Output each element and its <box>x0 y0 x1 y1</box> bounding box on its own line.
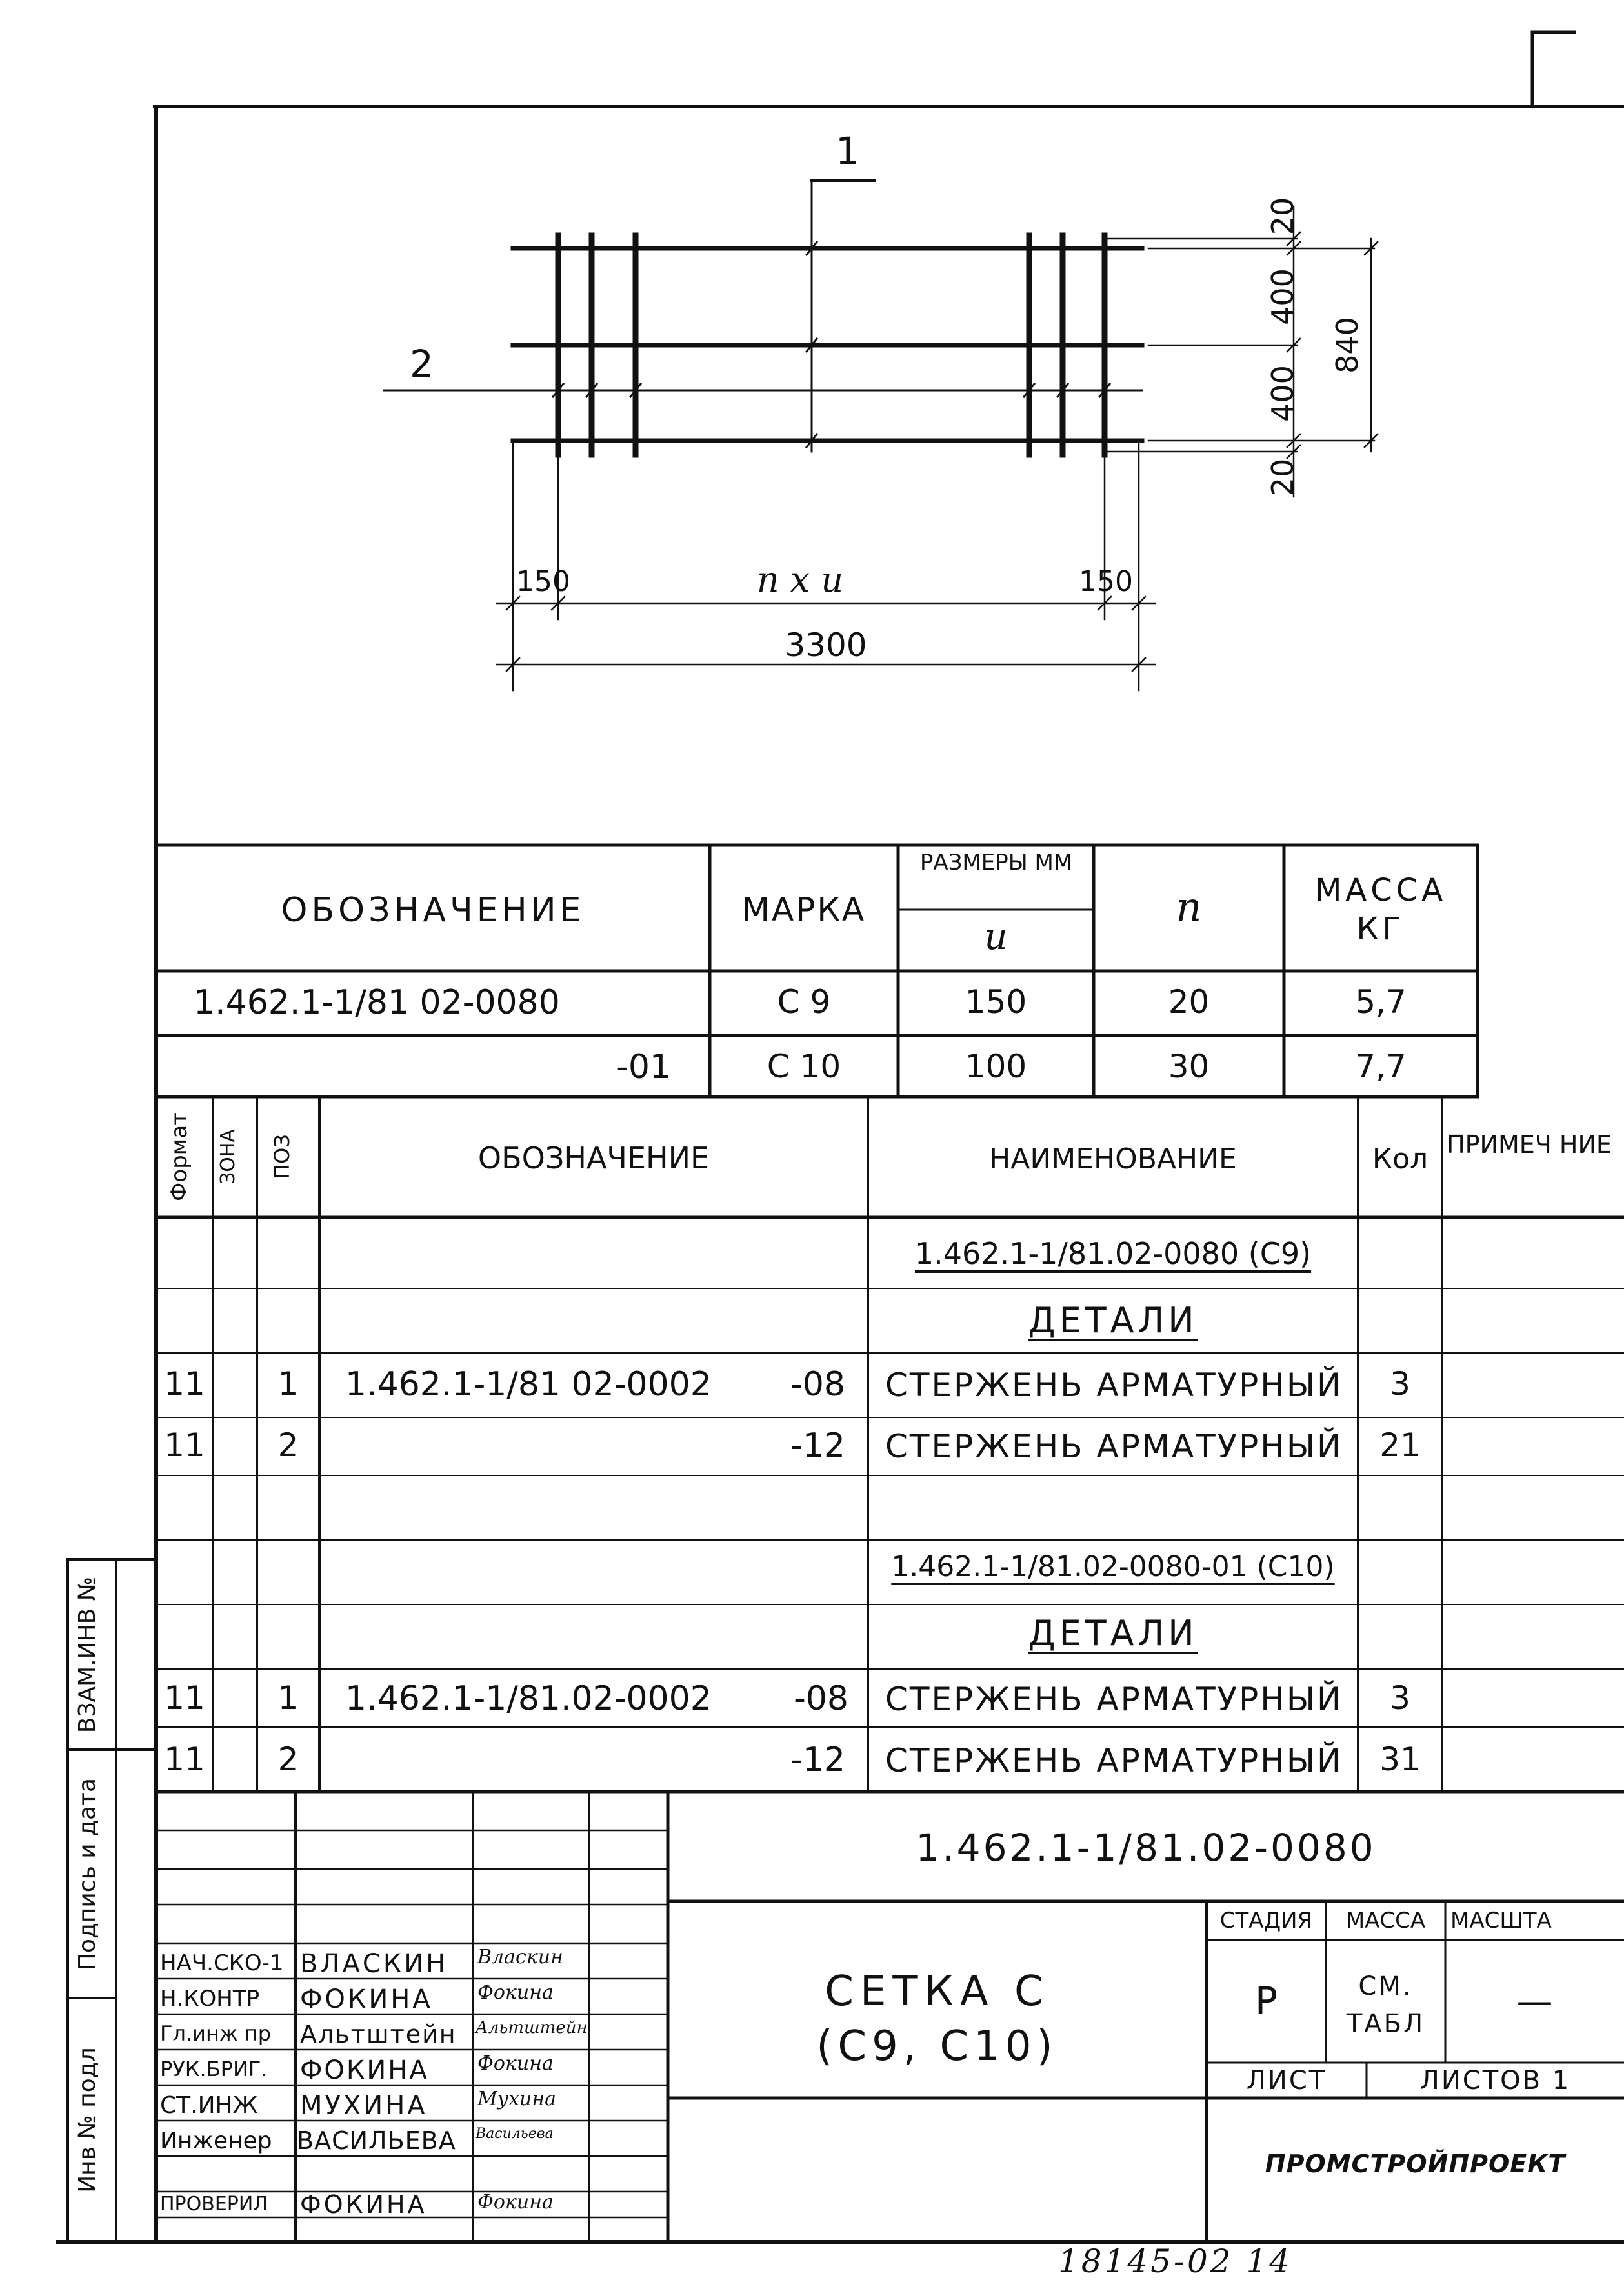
variants-row2-n: 30 <box>1168 1048 1210 1085</box>
variants-row2-u: 100 <box>965 1048 1027 1085</box>
staff-role: ПРОВЕРИЛ <box>160 2193 268 2215</box>
spec-row4-qty: 21 <box>1379 1426 1421 1464</box>
variants-row2-mark: С 10 <box>767 1048 841 1085</box>
spec-row9-qty: 31 <box>1379 1741 1421 1778</box>
variants-row1-n: 20 <box>1168 983 1210 1021</box>
spec-row4-format: 11 <box>164 1426 205 1464</box>
spec-row3-designation: 1.462.1-1/81 02-0002 <box>345 1365 712 1404</box>
spec-row2-name: ДЕТАЛИ <box>1028 1300 1198 1341</box>
bottom-sheet-number: 18145-02 14 <box>1058 2243 1293 2280</box>
staff-signature: Мухина <box>477 2088 557 2110</box>
staff-name: Альтштейн <box>300 2020 457 2048</box>
spec-row8-name: СТЕРЖЕНЬ АРМАТУРНЫЙ <box>885 1681 1343 1718</box>
variants-row1-u: 150 <box>965 983 1027 1021</box>
spec-row8-format: 11 <box>164 1679 205 1717</box>
spec-row4-suffix: -12 <box>790 1426 845 1465</box>
spec-row7-name: ДЕТАЛИ <box>1028 1613 1198 1654</box>
variants-header-mass: МАССА КГ <box>1314 872 1447 947</box>
variants-header-sizes: РАЗМЕРЫ ММ <box>919 850 1073 875</box>
variants-header-mark: МАРКА <box>741 891 867 928</box>
spec-row8-qty: 3 <box>1390 1679 1410 1717</box>
spec-row8-pos: 1 <box>277 1679 299 1717</box>
dim-bottom-mid: n x u <box>756 559 844 600</box>
spec-row3-pos: 1 <box>277 1365 299 1403</box>
stage-value: Р <box>1255 1979 1278 2023</box>
staff-signature: Власкин <box>477 1946 563 1968</box>
spec-header-format: Формат <box>166 1112 192 1201</box>
spec-header-pos: ПОЗ <box>270 1134 294 1179</box>
staff-name: ВЛАСКИН <box>300 1949 448 1979</box>
stage-label: СТАДИЯ <box>1219 1908 1313 1934</box>
mesh-drawing <box>384 181 1378 690</box>
leader-label-1: 1 <box>836 129 859 173</box>
leader-label-2: 2 <box>410 342 434 386</box>
variants-header-n: n <box>1176 883 1202 930</box>
spec-row9-name: СТЕРЖЕНЬ АРМАТУРНЫЙ <box>885 1742 1343 1779</box>
dim-bottom-left: 150 <box>516 565 570 598</box>
staff-role: СТ.ИНЖ <box>160 2092 258 2119</box>
organization-name: ПРОМСТРОЙПРОЕКТ <box>1265 2150 1566 2178</box>
spec-row6-name: 1.462.1-1/81.02-0080-01 (С10) <box>891 1550 1335 1583</box>
staff-role: НАЧ.СКО-1 <box>160 1950 284 1976</box>
staff-signature: Фокина <box>477 1981 554 2004</box>
spec-header-name: НАИМЕНОВАНИЕ <box>989 1143 1237 1175</box>
staff-name: ВАСИЛЬЕВА <box>297 2126 456 2155</box>
spec-header-designation: ОБОЗНАЧЕНИЕ <box>477 1141 710 1175</box>
staff-role: Гл.инж пр <box>160 2021 272 2046</box>
staff-name: ФОКИНА <box>300 2055 429 2085</box>
spec-row9-suffix: -12 <box>790 1741 845 1779</box>
spec-header-zone: ЗОНА <box>217 1129 239 1185</box>
spec-row3-name: СТЕРЖЕНЬ АРМАТУРНЫЙ <box>885 1366 1343 1404</box>
staff-signature: Фокина <box>477 2191 554 2214</box>
variants-row1-mass: 5,7 <box>1355 983 1407 1021</box>
staff-name: МУХИНА <box>300 2091 428 2121</box>
staff-signature: Васильева <box>476 2126 554 2142</box>
variants-header-u: u <box>984 916 1008 958</box>
scale-label: МАСШТА <box>1450 1908 1552 1934</box>
doc-code: 1.462.1-1/81.02-0080 <box>916 1826 1376 1870</box>
dim-total-height: 840 <box>1330 317 1365 374</box>
staff-name: ФОКИНА <box>300 2190 427 2219</box>
dim-right-400-lower: 400 <box>1265 365 1300 422</box>
variants-row1-mark: С 9 <box>777 983 831 1021</box>
title-line2: (С9, С10) <box>816 2023 1058 2070</box>
spec-row9-format: 11 <box>164 1741 205 1778</box>
spec-row3-suffix: -08 <box>790 1365 845 1404</box>
sheets-label: ЛИСТОВ 1 <box>1419 2066 1571 2095</box>
variants-row1-designation: 1.462.1-1/81 02-0080 <box>194 983 560 1022</box>
staff-role: Инженер <box>160 2128 272 2154</box>
side-stamp-inv-orig: Инв № подл <box>74 2047 101 2193</box>
spec-row8-suffix: -08 <box>794 1679 848 1718</box>
spec-row9-pos: 2 <box>277 1741 299 1778</box>
title-line1: СЕТКА С <box>825 1968 1050 2015</box>
dim-right-400-upper: 400 <box>1265 268 1300 325</box>
side-stamp-replace-inv: ВЗАМ.ИНВ № <box>74 1576 101 1734</box>
dim-right-20-bottom: 20 <box>1265 458 1300 497</box>
mass-value: СМ. ТАБЛ <box>1346 1972 1425 2039</box>
variants-header-designation: ОБОЗНАЧЕНИЕ <box>281 891 585 930</box>
staff-role: РУК.БРИГ. <box>160 2057 268 2081</box>
side-stamp-sign-date: Подпись и дата <box>74 1777 101 1971</box>
spec-row4-name: СТЕРЖЕНЬ АРМАТУРНЫЙ <box>885 1428 1343 1465</box>
spec-row1-name: 1.462.1-1/81.02-0080 (С9) <box>914 1236 1312 1271</box>
spec-row3-qty: 3 <box>1390 1365 1410 1403</box>
dim-right-20-top: 20 <box>1265 197 1300 235</box>
staff-name: ФОКИНА <box>300 1985 433 2014</box>
spec-header-note: ПРИМЕЧ НИЕ <box>1447 1130 1612 1159</box>
spec-row3-format: 11 <box>164 1365 205 1403</box>
variants-row2-mass: 7,7 <box>1355 1048 1407 1085</box>
spec-header-qty: Кол <box>1372 1143 1429 1175</box>
scale-value: — <box>1516 1981 1553 2023</box>
staff-role: Н.КОНТР <box>160 1986 260 2012</box>
staff-signature: Альтштейн <box>476 2018 588 2037</box>
dim-total-width: 3300 <box>785 626 867 664</box>
spec-row8-designation: 1.462.1-1/81.02-0002 <box>345 1679 712 1718</box>
staff-signature: Фокина <box>477 2052 554 2075</box>
sheet-label: ЛИСТ <box>1246 2066 1327 2095</box>
variants-row2-designation: -01 <box>616 1048 671 1086</box>
dim-bottom-right: 150 <box>1079 565 1133 598</box>
mass-label: МАССА <box>1345 1908 1426 1934</box>
spec-row4-pos: 2 <box>277 1426 299 1464</box>
